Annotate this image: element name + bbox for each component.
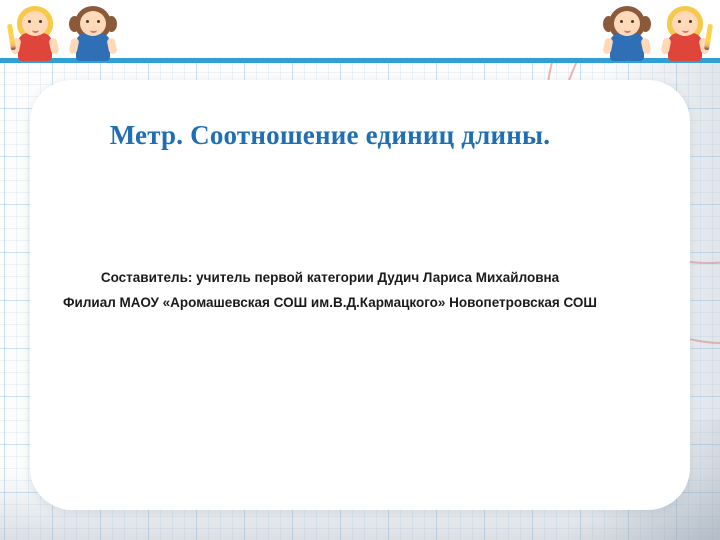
mouth-icon <box>682 27 689 33</box>
eye-icon <box>678 20 681 23</box>
body-icon <box>76 33 110 61</box>
eye-icon <box>86 20 89 23</box>
author-block <box>50 268 610 318</box>
decor-kids-left <box>6 0 122 60</box>
decor-kids-right <box>598 0 714 60</box>
eye-icon <box>97 20 100 23</box>
body-icon <box>18 33 52 61</box>
kid-blonde-boy-pencil-icon <box>657 2 713 60</box>
mouth-icon <box>624 27 631 33</box>
pigtail-icon <box>640 16 651 32</box>
kid-brown-pigtails-girl-icon <box>65 2 121 60</box>
pigtail-icon <box>69 16 80 32</box>
author-line-1: Составитель: учитель первой категории Дудич Лариса Михайловна <box>100 270 560 285</box>
pencil-icon <box>704 24 713 50</box>
eye-icon <box>689 20 692 23</box>
pigtail-icon <box>603 16 614 32</box>
eye-icon <box>39 20 42 23</box>
eye-icon <box>28 20 31 23</box>
pencil-icon <box>7 24 16 50</box>
kid-blonde-boy-pencil-icon <box>7 2 63 60</box>
eye-icon <box>631 20 634 23</box>
author-line-2: Филиал МАОУ «Аромашевская СОШ им.В.Д.Кармацкого» Новопетровская СОШ <box>63 294 597 310</box>
eye-icon <box>620 20 623 23</box>
body-icon <box>668 33 702 61</box>
pigtail-icon <box>106 16 117 32</box>
body-icon <box>610 33 644 61</box>
mouth-icon <box>90 27 97 33</box>
mouth-icon <box>32 27 39 33</box>
slide-title: Метр. Соотношение единиц длины. <box>109 120 551 150</box>
kid-brown-pigtails-girl-icon <box>599 2 655 60</box>
